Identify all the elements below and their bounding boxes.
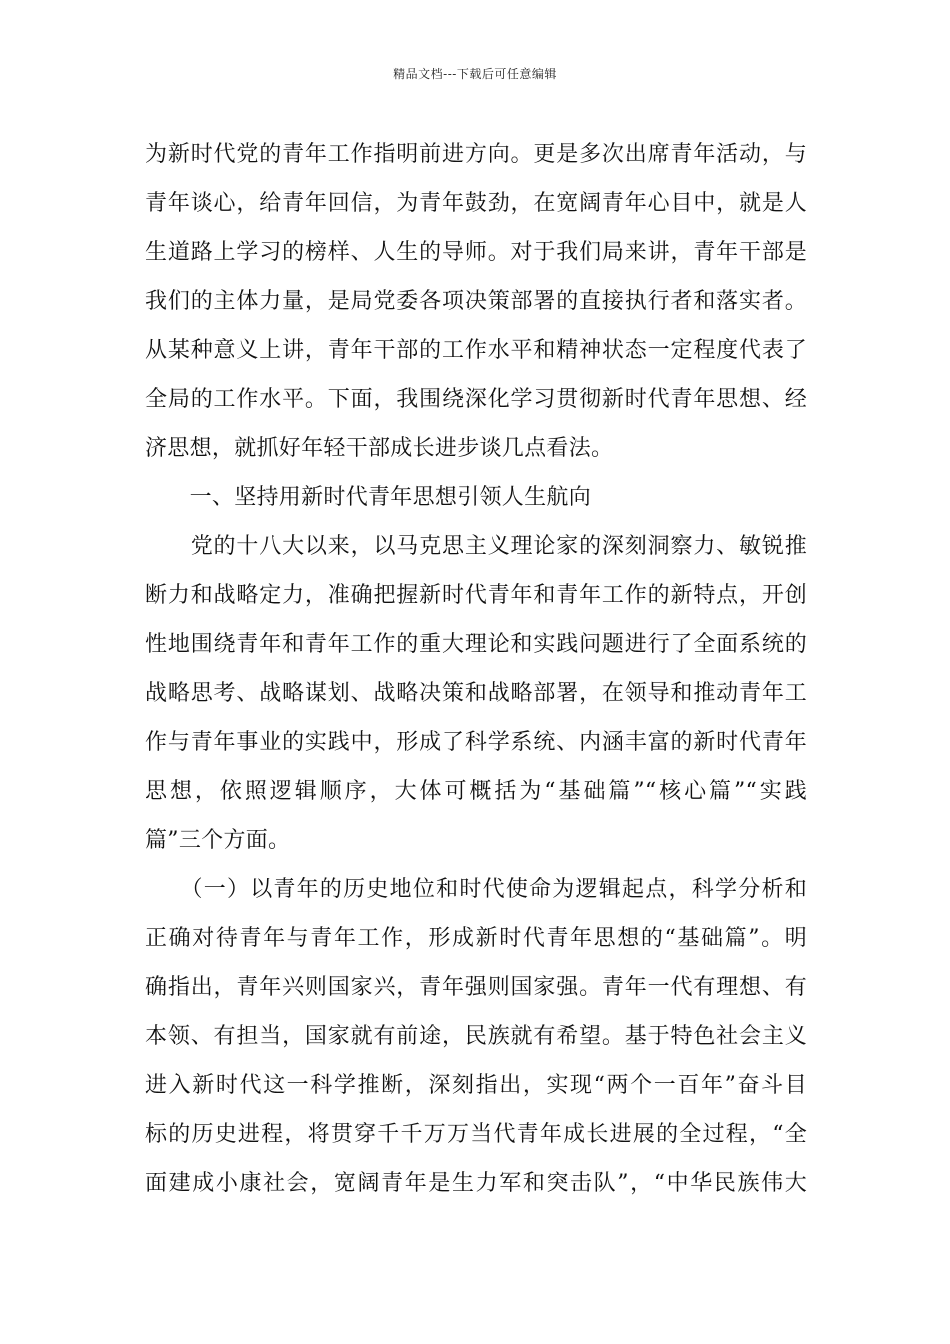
text-line: 我们的主体力量，是局党委各项决策部署的直接执行者和落实者。 <box>145 289 807 314</box>
paragraph <box>145 522 807 865</box>
text-line: 性地围绕青年和青年工作的重大理论和实践问题进行了全面系统的 <box>145 632 807 657</box>
text-line: 生道路上学习的榜样、人生的导师。对于我们局来讲，青年干部是 <box>145 240 807 265</box>
text-line: 篇”三个方面。 <box>145 828 291 853</box>
text-line: 济思想，就抓好年轻干部成长进步谈几点看法。 <box>145 436 614 461</box>
text-line: 一、坚持用新时代青年思想引领人生航向 <box>145 485 592 510</box>
text-line: 断力和战略定力，准确把握新时代青年和青年工作的新特点，开创 <box>145 583 807 608</box>
text-line: 青年谈心，给青年回信，为青年鼓劲，在宽阔青年心目中，就是人 <box>145 191 807 216</box>
text-line: 本领、有担当，国家就有前途，民族就有希望。基于特色社会主义 <box>145 1024 807 1049</box>
section-heading <box>145 473 807 522</box>
paragraph <box>145 130 807 473</box>
paragraph <box>145 865 807 1208</box>
text-line: 确指出，青年兴则国家兴，青年强则国家强。青年一代有理想、有 <box>145 975 807 1000</box>
text-line: 战略思考、战略谋划、战略决策和战略部署，在领导和推动青年工 <box>145 681 807 706</box>
text-line: （一）以青年的历史地位和时代使命为逻辑起点，科学分析和 <box>145 877 807 902</box>
text-line: 全局的工作水平。下面，我围绕深化学习贯彻新时代青年思想、经 <box>145 387 807 412</box>
text-line: 标的历史进程，将贯穿千千万万当代青年成长进展的全过程，“全 <box>145 1122 807 1147</box>
text-line: 面建成小康社会，宽阔青年是生力军和突击队”，“中华民族伟大 <box>145 1171 807 1196</box>
text-line: 进入新时代这一科学推断，深刻指出，实现“两个一百年”奋斗目 <box>145 1073 807 1098</box>
text-line: 为新时代党的青年工作指明前进方向。更是多次出席青年活动，与 <box>145 142 807 167</box>
text-line: 从某种意义上讲，青年干部的工作水平和精神状态一定程度代表了 <box>145 338 807 363</box>
text-line: 思想，依照逻辑顺序，大体可概括为“基础篇”“核心篇”“实践 <box>145 779 807 804</box>
document-body <box>145 130 807 1208</box>
text-line: 正确对待青年与青年工作，形成新时代青年思想的“基础篇”。明 <box>145 926 807 951</box>
page-header: 精品文档---下载后可任意编辑 <box>393 67 557 81</box>
text-line: 作与青年事业的实践中，形成了科学系统、内涵丰富的新时代青年 <box>145 730 807 755</box>
text-line: 党的十八大以来，以马克思主义理论家的深刻洞察力、敏锐推 <box>145 534 807 559</box>
